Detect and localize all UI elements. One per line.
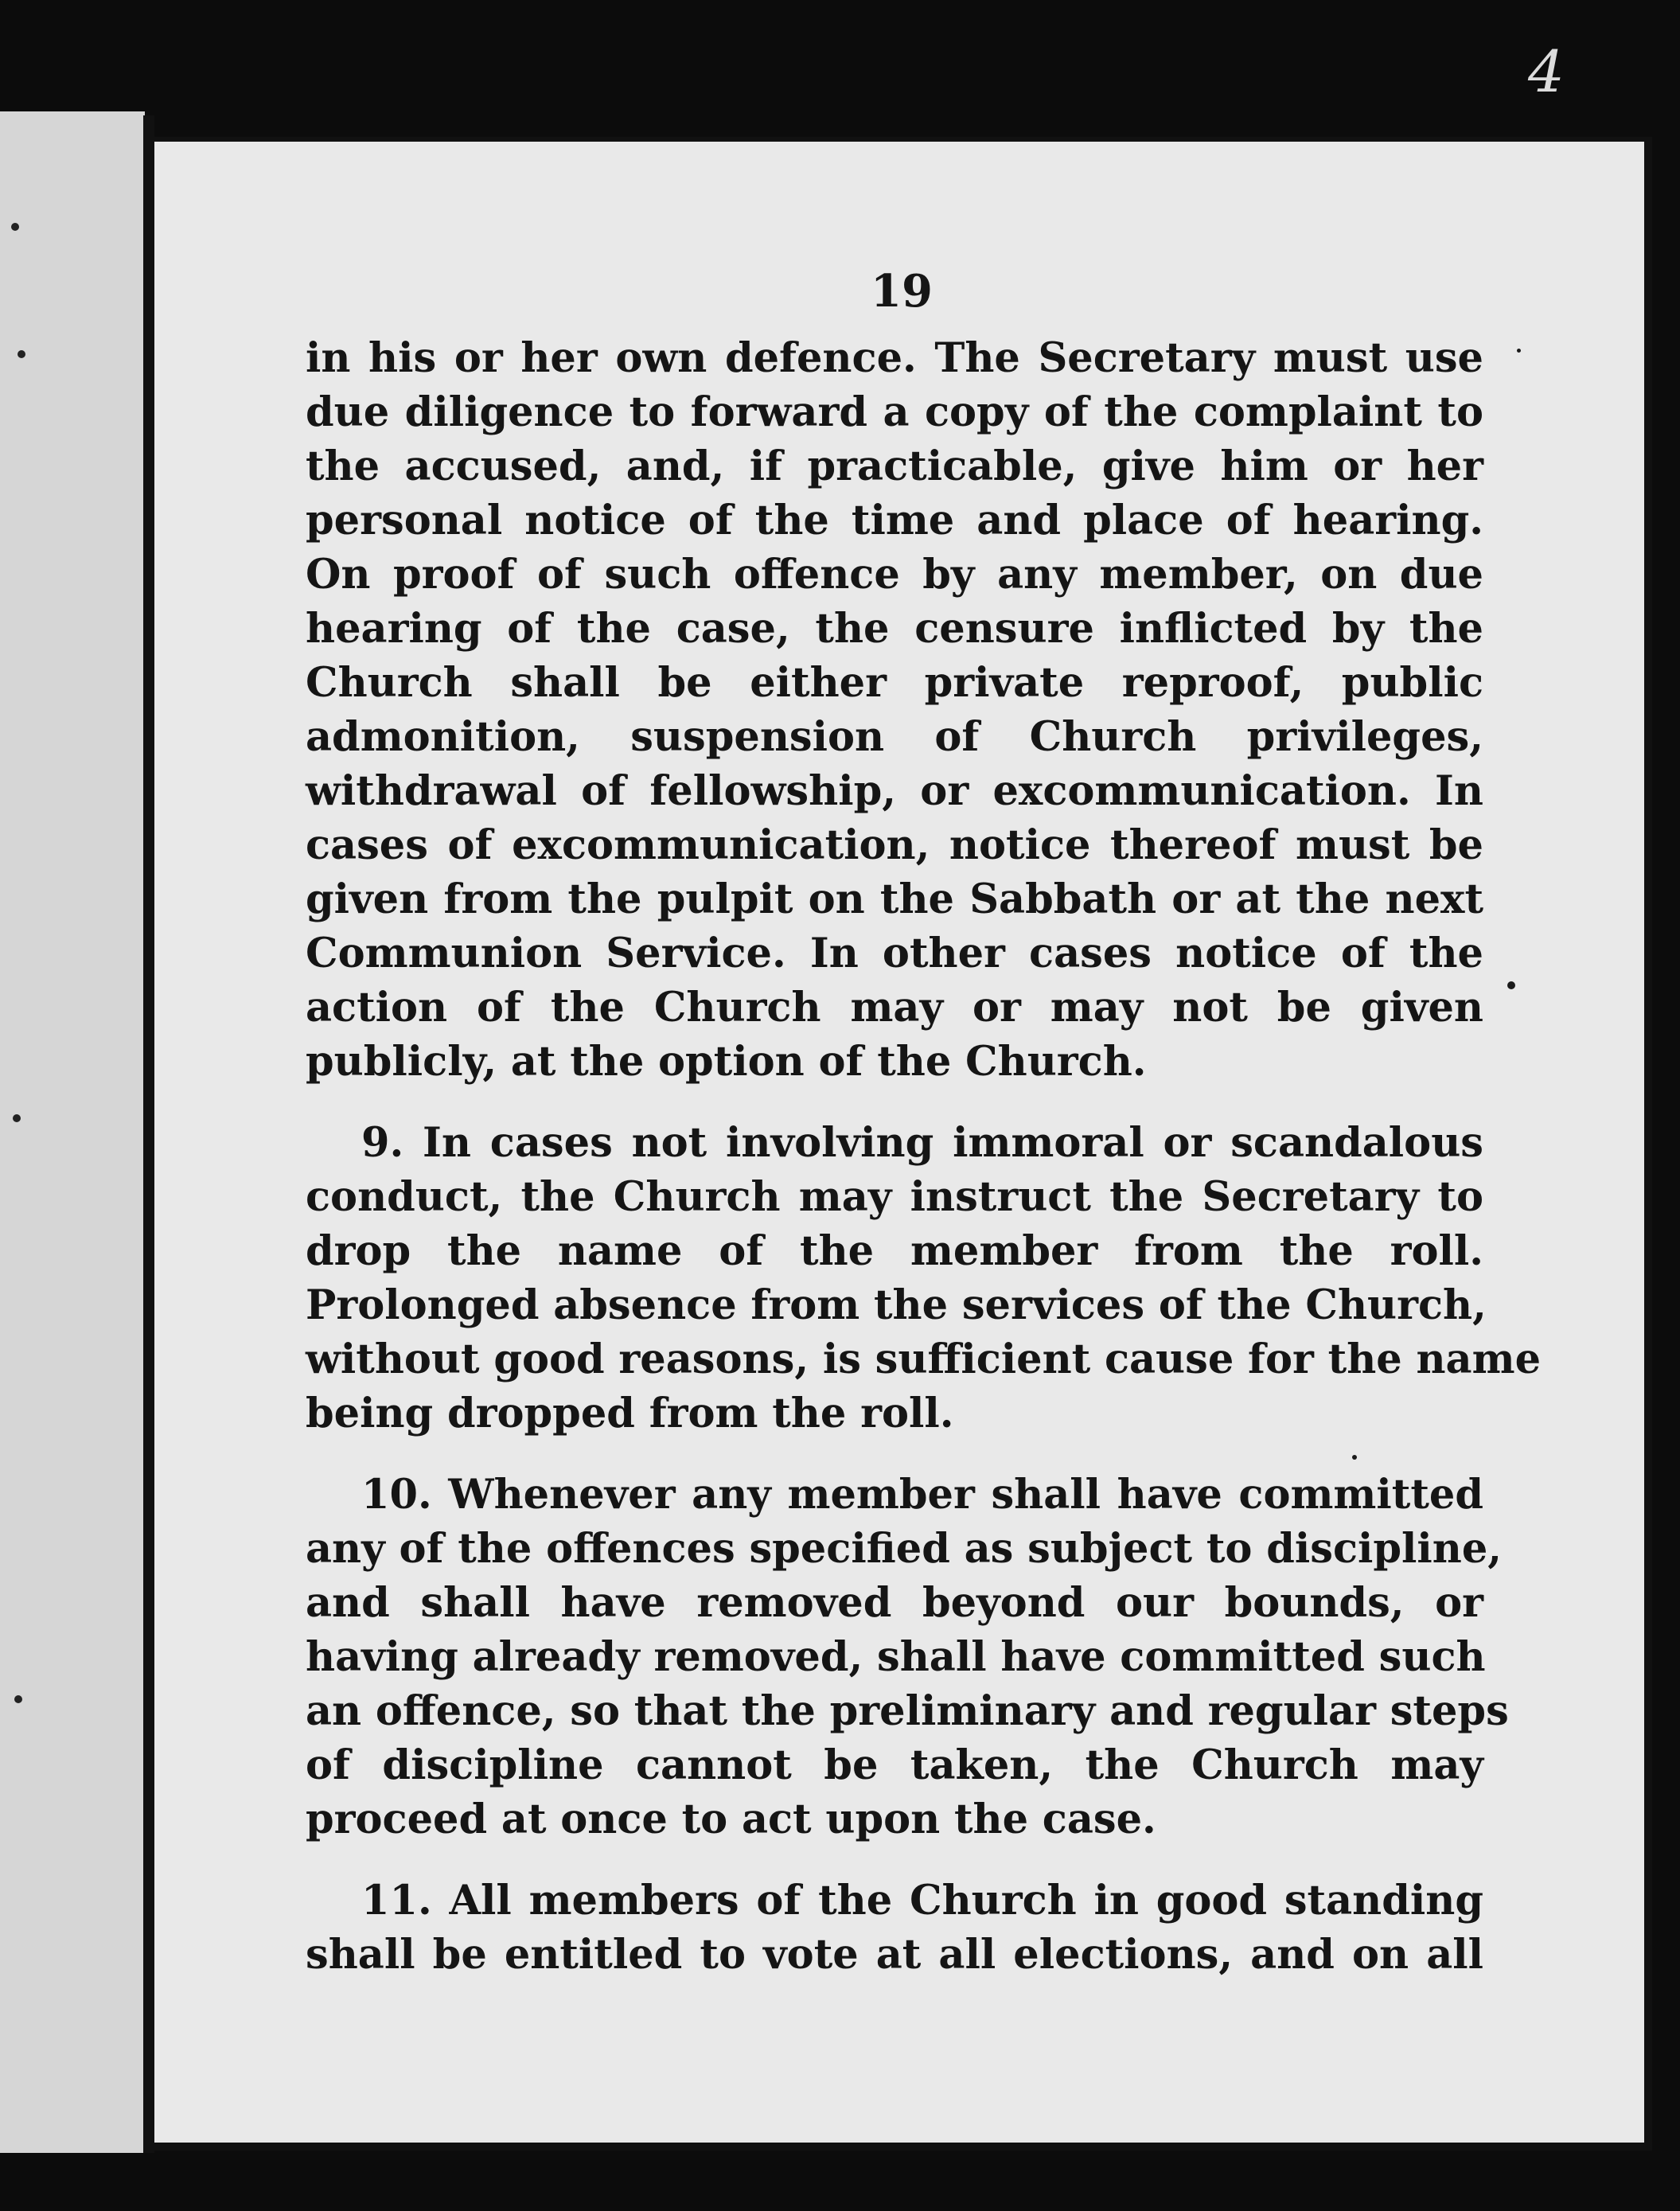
text-line: hearing of the case, the censure inflicted by the [306, 605, 1483, 653]
paragraph-8-continued [306, 331, 1483, 1089]
text-line: due diligence to forward a copy of the complaint to [306, 388, 1483, 436]
corner-page-mark: 4 [1528, 38, 1565, 105]
text-line: proceed at once to act upon the case. [306, 1796, 1156, 1843]
text-line: in his or her own defence. The Secretary must use [306, 334, 1483, 382]
text-line: being dropped from the roll. [306, 1390, 954, 1437]
text-line: publicly, at the option of the Church. [306, 1038, 1147, 1086]
speck [13, 1114, 21, 1122]
text-line: having already removed, shall have committed such [306, 1633, 1486, 1681]
text-line: action of the Church may or may not be given [306, 984, 1483, 1031]
body-text [306, 331, 1542, 1982]
paragraph-11 [306, 1874, 1483, 1982]
text-line: admonition, suspension of Church privileges, [306, 713, 1483, 761]
text-line [306, 1874, 1483, 1928]
paragraph-9 [306, 1116, 1542, 1441]
paragraph-10 [306, 1468, 1509, 1846]
text-line: Prolonged absence from the services of the Church, [306, 1281, 1487, 1329]
page-number: 19 [871, 265, 933, 318]
text-line: conduct, the Church may instruct the Secretary to [306, 1173, 1483, 1221]
text-line: shall be entitled to vote at all elections, and on all [306, 1931, 1483, 1979]
text-line: withdrawal of fellowship, or excommunication. In [306, 767, 1483, 815]
text-line-content: 11. All members of the Church in good standing [361, 1877, 1483, 1924]
text-line: On proof of such offence by any member, on due [306, 551, 1483, 599]
speck [1517, 349, 1521, 353]
speck [11, 223, 19, 231]
text-line: given from the pulpit on the Sabbath or at the next [306, 875, 1483, 923]
text-line: Communion Service. In other cases notice of the [306, 930, 1483, 977]
binding-line [143, 115, 154, 2153]
text-line: an offence, so that the preliminary and regular steps [306, 1687, 1509, 1735]
text-line: and shall have removed beyond our bounds, or [306, 1579, 1483, 1627]
text-line: personal notice of the time and place of hearing. [306, 497, 1483, 544]
text-line: of discipline cannot be taken, the Church may [306, 1741, 1483, 1789]
text-line: cases of excommunication, notice thereof must be [306, 821, 1483, 869]
speck [1352, 1455, 1357, 1460]
speck [14, 1695, 22, 1703]
text-line: the accused, and, if practicable, give him or her [306, 443, 1483, 490]
text-line-content: 9. In cases not involving immoral or scandalous [361, 1119, 1483, 1167]
text-line: drop the name of the member from the roll. [306, 1227, 1483, 1275]
text-line [306, 1116, 1483, 1170]
text-line [306, 1468, 1483, 1522]
speck [18, 350, 25, 358]
text-line: any of the offences specified as subject to discipline, [306, 1525, 1503, 1573]
text-line-content: 10. Whenever any member shall have committed [361, 1471, 1483, 1519]
book-page [154, 137, 1652, 2151]
left-page-edge [0, 111, 145, 2153]
text-line: Church shall be either private reproof, public [306, 659, 1483, 707]
text-line: without good reasons, is sufficient cause for the name [306, 1336, 1542, 1383]
speck [1507, 981, 1515, 989]
